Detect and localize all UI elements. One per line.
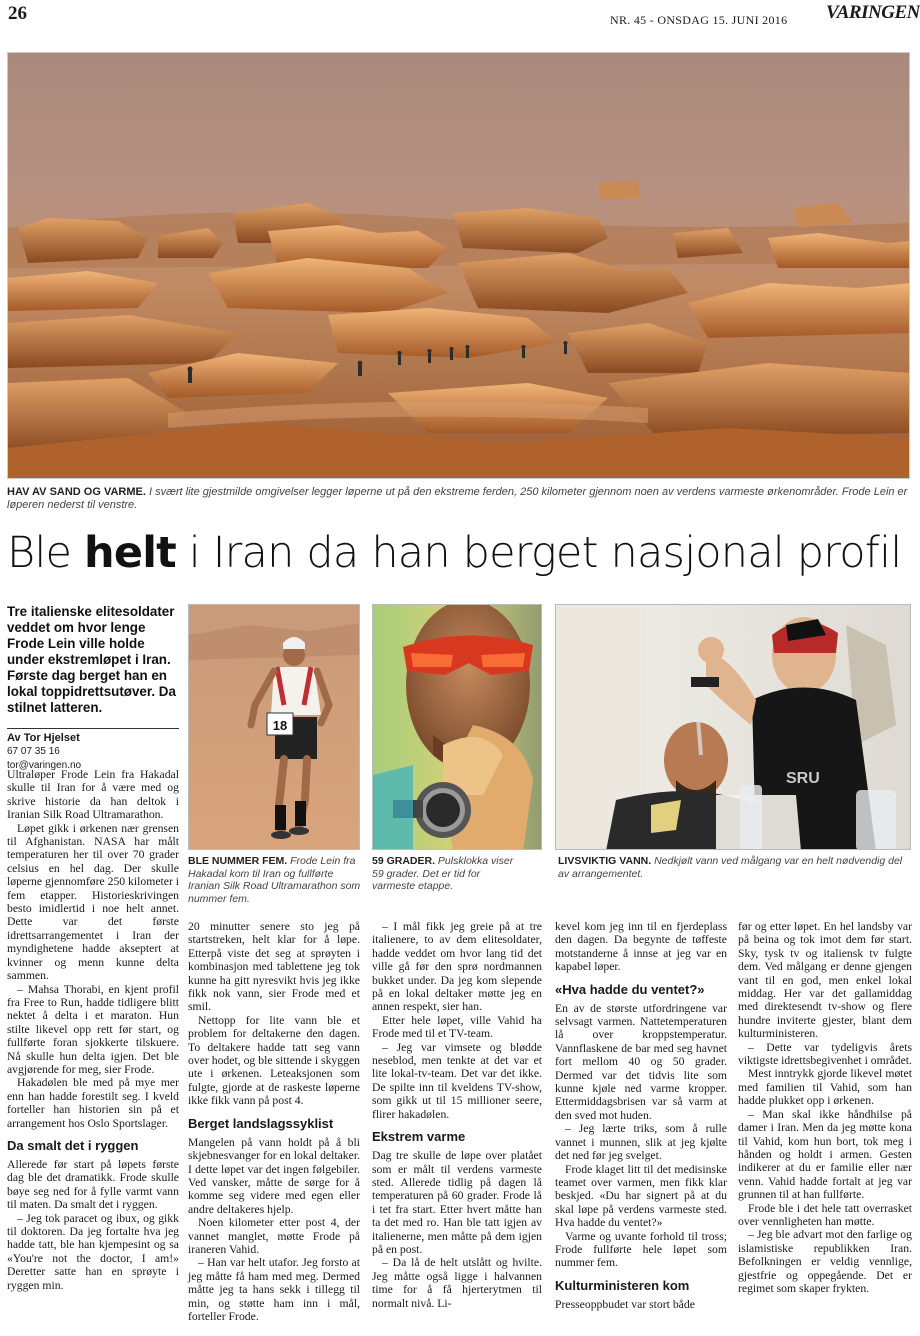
col2-paragraph: Noen kilometer etter post 4, der vannet manglet, møtte Frode på iraneren Vahid. [188, 1216, 360, 1256]
subheading: Berget landslagssyklist [188, 1115, 334, 1131]
water-caption-text: Nedkjølt vann ved målgang var en helt nødvendig del av arrangementet. [558, 855, 903, 880]
runner-caption-lead: BLE NUMMER FEM. [188, 855, 288, 867]
article-column-2 [188, 920, 360, 1323]
col5-paragraph: – Jeg ble advart mot den farlige og islamistiske republikken Iran. Befolkningen er veldig vennlige, gjestfrie og oppegående. Det er regimet som skaper frykten. [738, 1228, 912, 1295]
col4-paragraph: Presseoppbudet var stort både [555, 1297, 695, 1311]
runner-photo-caption [188, 855, 363, 905]
hero-caption [7, 486, 910, 512]
col4-paragraph: – Jeg lærte triks, som å rulle vannet i munnen, slik at jeg kjølte det ned før jeg svelget. [555, 1122, 727, 1163]
byline-phone: 67 07 35 16 [7, 746, 60, 757]
water-caption-lead: LIVSVIKTIG VANN. [558, 855, 652, 867]
subheading: «Hva hadde du ventet?» [555, 981, 705, 997]
col3-paragraph: – Da lå de helt utslått og hvilte. Jeg måtte også ligge i halvannen time for å få hjerterytmen til normalt nivå. Li- [372, 1256, 542, 1310]
runner-photo [188, 604, 360, 850]
col2-paragraph: 20 minutter senere sto jeg på startstreken, helt klar for å løpe. Etterpå viste det seg at sprøyten i kombinasjon med tablettene jeg tok kunne ha gitt nyresvikt hvis jeg ikke fikk nok vann, sier Frode med et smil. [188, 920, 360, 1014]
col5-paragraph: – Dette var tydeligvis årets viktigste idrettsbegivenhet i området. [738, 1040, 912, 1068]
desert-landscape-image [8, 53, 910, 479]
col3-paragraph: – I mål fikk jeg greie på at tre italienere, to av dem elitesoldater, hadde veddet om hvor lang tid det ville gå før den sprø nordmannen bukket under. Da jeg kom slepende på en lokal deltaker møtte jeg en annen respekt, sier han. [372, 920, 542, 1014]
page-number: 26 [8, 3, 27, 24]
col4-paragraph: En av de største utfordringene var selvsagt varmen. Nattetemperaturen lå over kroppstemperatur. Vannflaskene de bar med seg havnet fort mellom 40 og 50 grader. Dermed var det tidvis lite som kunne kjøle ned varme kropper. Ettermiddagsbrisen var så varm at den sved mot huden. [555, 1001, 727, 1122]
byline-author: Av Tor Hjelset [7, 732, 80, 744]
article-lead: Tre italienske elitesoldater veddet om hvor lenge Frode Lein ville holde under ekstremløpet i Iran. Første dag berget han en lokal toppidrettsutøver. Da stilnet latteren. [7, 604, 176, 715]
subheading: Ekstrem varme [372, 1129, 466, 1145]
col4-paragraph: Varme og uvante forhold til tross; Frode fullførte hele løpet som nummer fem. [555, 1229, 727, 1270]
col5-paragraph: – Man skal ikke håndhilse på damer i Iran. Men da jeg møtte kona til Vahid, kom hun bort, tok meg i hånden og holdt i armen. Gesten indikerer at du er familie eller nær venn. Vahid hadde fortalt at jeg var grunnen til at han fullførte. [738, 1107, 912, 1202]
col1-paragraph: – Mahsa Thorabi, en kjent profil fra Free to Run, hadde tidligere blitt nektet å delta i et maraton. Hun stilte likevel opp rett før start, og fullførte foran sjokkerte tilskuere. Nå skulle hun delta igjen. Det ble avgjørende for meg, sier Frode. [7, 982, 179, 1076]
issue-date: NR. 45 - ONSDAG 15. JUNI 2016 [610, 13, 788, 27]
col5-paragraph: Frode ble i det hele tatt overrasket over vennligheten han møtte. [738, 1201, 912, 1228]
col3-paragraph: – Jeg var vimsete og blødde neseblod, men tenkte at det var et lite lokal-tv-team. Det var det ikke. De spilte inn til kveldens TV-show, som gikk ut til 15 millioner seere, flirer hakadølen. [372, 1040, 542, 1121]
col2-paragraph: Mangelen på vann holdt på å bli skjebnesvanger for en lokal deltaker. I dette løpet var det ingen følgebiler. Ved vansker, måtte de sørge for å komme seg videre med egen eller andre deltakeres hjelp. [188, 1135, 360, 1216]
water-photo-caption [558, 855, 913, 880]
water-photo [555, 604, 911, 850]
col4-paragraph: kevel kom jeg inn til en fjerdeplass den dagen. Da begynte de tøffeste motstanderne å innse at jeg var en kapabel løper. [555, 920, 727, 974]
watch-photo [372, 604, 542, 850]
runner-image [189, 605, 360, 850]
subheading: Da smalt det i ryggen [7, 1137, 139, 1153]
col5-paragraph: Mest inntrykk gjorde likevel møtet med familien til Vahid, som han hadde plukket opp i ørkenen. [738, 1067, 912, 1108]
watch-caption-lead: 59 GRADER. [372, 855, 436, 867]
col4-paragraph: Frode klaget litt til det medisinske teamet over varmen, men fikk klar beskjed. «Du har signert på at du skal løpe på verdens varmeste sted. Hva hadde du ventet?» [555, 1162, 727, 1230]
col1-paragraph: Ultraløper Frode Lein fra Hakadal skulle til Iran for å være med og skrive historie da han deltok i Iranian Silk Road Ultramarathon. [7, 768, 179, 822]
article-column-1 [7, 768, 179, 1292]
byline [7, 728, 179, 772]
col1-paragraph: Allerede før start på løpets første dag ble det dramatikk. Frode skulle bøye seg ned for å fylle varmt vann til maten. Da smalt det i ryggen. [7, 1157, 179, 1212]
watch-selfie-image [373, 605, 542, 850]
article-column-3 [372, 920, 542, 1310]
article-column-4 [555, 920, 727, 1311]
race-bib-number: 18 [272, 718, 288, 733]
watch-photo-caption [372, 855, 522, 893]
col3-paragraph: Etter hele løpet, ville Vahid ha Frode med til et TV-team. [372, 1013, 542, 1041]
col1-paragraph: – Jeg tok paracet og ibux, og gikk til doktoren. Da jeg fortalte hva jeg hadde tatt, ble han kjempesint og sa «You're not the doctor, I am!» Deretter satte han en sprøyte i ryggen min. [7, 1211, 179, 1292]
runner-caption-text: Frode Lein fra Hakadal kom til Iran og fullførte Iranian Silk Road Ultramarathon som nummer fem. [188, 855, 361, 905]
hero-caption-lead: HAV AV SAND OG VARME. [7, 486, 146, 498]
svg-text:SRU: SRU [786, 770, 820, 787]
col1-paragraph: Løpet gikk i ørkenen nær grensen til Afghanistan. NASA har målt temperaturen her til over 70 grader celsius en hel dag. Der skulle løperne gjennomføre 250 kilometer i fem etapper. Historieskrivingen besto imidlertid i noe helt annet. Dette var det første idrettsarrangementet i Iran der myndighetene hadde akseptert at kvinner og menn kunne delta sammen. [7, 821, 180, 983]
byline-email[interactable]: tor@varingen.no [7, 760, 82, 771]
col5-paragraph: før og etter løpet. En hel landsby var på beina og tok imot dem før start. Sky, tysk tv og italiensk tv fulgte dem. Ved målgang er denne gjengen vant til en god, men enkel lokal middag. Her var det gallamiddag med direktesendt tv-show og flere hundre inviterte gjester, blant dem kulturministeren. [738, 920, 912, 1041]
col1-paragraph: Hakadølen ble med på mye mer enn han hadde forestilt seg. I kveld forteller han historien sin på et arrangement hos Oslo Sportslager. [7, 1076, 179, 1130]
article-column-5 [738, 920, 912, 1295]
hero-desert-photo [7, 52, 910, 479]
watch-caption-text: Pulsklokka viser 59 grader. Det er tid for varmeste etappe. [372, 855, 514, 892]
col2-paragraph: – Han var helt utafor. Jeg forsto at jeg måtte få ham med meg. Dermed måtte jeg ta hans sekk i tillegg til min, og støtte ham inn i mål, forteller Frode. [188, 1256, 360, 1323]
headline-bold: helt [84, 528, 176, 578]
hero-caption-text: I svært lite gjestmilde omgivelser legger løperne ut på den ekstreme ferden, 250 kilometer gjennom noen av verdens varmeste ørkenområder. Frode Lein er løperen nederst til venstre. [7, 486, 908, 511]
article-headline [7, 528, 917, 578]
headline-part2: i Iran da han berget nasjonal profil [175, 528, 902, 578]
col3-paragraph: Dag tre skulle de løpe over platået som er målt til verdens varmeste sted. Allerede tidlig på dagen lå temperaturen på 60 grader. Frode lå i tet fra start. Etter hvert måtte han ta det med ro. Han ble tatt igjen av italienerne, men måtte på dem igjen på en post. [372, 1149, 542, 1256]
headline-part1: Ble [7, 528, 85, 578]
col2-paragraph: Nettopp for lite vann ble et problem for deltakerne den dagen. To deltakere hadde tatt seg vann over hodet, og ble sittende i skyggen ute i ørkenen. Leteaksjonen som fulgte, gjorde at de raskeste løperne ikke fikk vann på post 4. [188, 1013, 360, 1108]
newspaper-logo: VARINGEN [826, 2, 920, 23]
water-pouring-image [556, 605, 911, 850]
subheading: Kulturministeren kom [555, 1277, 690, 1293]
